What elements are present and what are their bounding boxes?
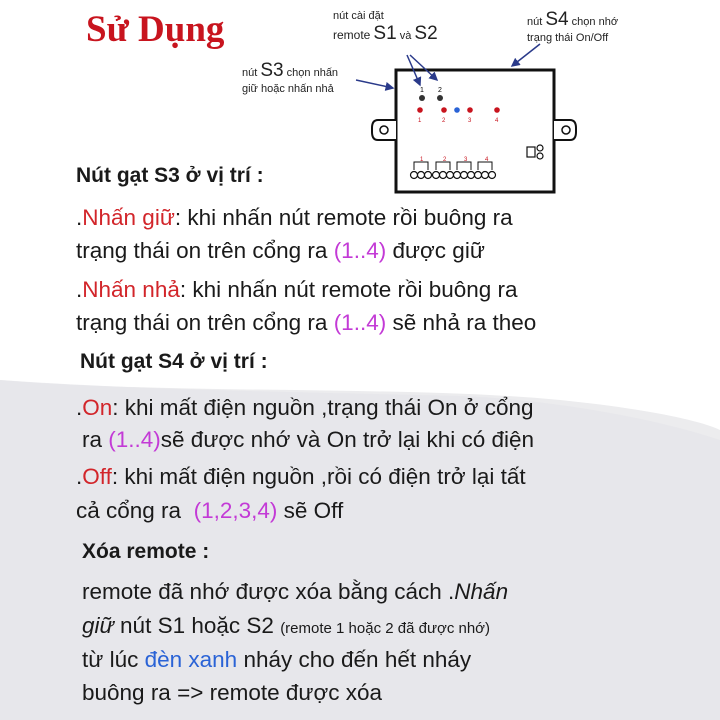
annotation-s4-prefix: nút: [527, 16, 543, 28]
annotation-s4-label: S4: [545, 9, 569, 30]
annotation-s1-label: S1: [373, 23, 397, 44]
led-label-1: 1: [418, 118, 422, 124]
annotation-s1-s2-line1: nút cài đặt: [333, 10, 384, 22]
on-text2a: ra: [82, 427, 103, 452]
off-text1: : khi mất điện nguồn ,rồi có điện trở lại tất: [111, 464, 526, 489]
led-label-4: 4: [495, 118, 499, 124]
off-range: (1,2,3,4): [193, 498, 278, 523]
output-label-3: 3: [464, 157, 468, 163]
clear-text3b: đèn xanh: [144, 647, 238, 672]
output-label-4: 4: [485, 157, 489, 163]
hold-range: (1..4): [333, 238, 387, 263]
off-text2b: sẽ Off: [283, 498, 344, 523]
page-title: Sử Dụng: [86, 9, 225, 50]
clear-line2: [82, 612, 490, 643]
button-label-1: 1: [420, 87, 424, 94]
on-term: On: [82, 395, 113, 420]
on-text1: : khi mất điện nguồn ,trạng thái On ở cổng: [112, 395, 534, 420]
hold-term: Nhấn giữ: [82, 205, 175, 230]
clear-text1a: remote đã nhớ được xóa bằng cách .: [82, 579, 455, 604]
annotation-s4-line2: trạng thái On/Off: [527, 32, 609, 44]
clear-line4: buông ra => remote được xóa: [82, 680, 382, 705]
on-line2: [82, 426, 534, 454]
annotation-s3-rest: chọn nhấn: [286, 67, 339, 79]
hold-text2b: được giữ: [392, 238, 485, 263]
hold-line2: [76, 237, 485, 265]
release-term: Nhấn nhả: [82, 277, 180, 302]
release-line1: .Nhấn nhả: khi nhấn nút remote rồi buông ra: [76, 277, 518, 302]
clear-text1b: Nhấn: [454, 579, 509, 604]
release-text2a: trạng thái on trên cổng ra: [76, 310, 328, 335]
on-range: (1..4): [108, 427, 161, 452]
hold-text1: : khi nhấn nút remote rồi buông ra: [174, 205, 513, 230]
release-text2b: sẽ nhả ra theo: [392, 310, 537, 335]
clear-text2b: nút S1 hoặc S2: [120, 613, 274, 638]
clear-line1: [82, 578, 508, 606]
release-text1: : khi nhấn nút remote rồi buông ra: [179, 277, 518, 302]
annotation-s3-label: S3: [260, 60, 284, 81]
off-term: Off: [82, 464, 112, 489]
hold-text2a: trạng thái on trên cổng ra: [76, 238, 328, 263]
clear-text2a: giữ: [82, 613, 114, 638]
clear-heading: Xóa remote :: [82, 540, 210, 563]
off-line2: [76, 497, 343, 525]
clear-text3a: từ lúc: [82, 647, 139, 672]
output-label-2: 2: [443, 157, 447, 163]
annotation-s4-rest: chọn nhớ: [571, 16, 619, 28]
annotation-arrows: [0, 0, 720, 200]
annotation-s2-label: S2: [414, 23, 438, 44]
annotation-s3-prefix: nút: [242, 67, 258, 79]
led-label-3: 3: [468, 118, 472, 124]
on-line1: .On: khi mất điện nguồn ,trạng thái On ở cổng: [76, 395, 534, 420]
release-range: (1..4): [333, 310, 387, 335]
output-label-1: 1: [420, 157, 424, 163]
s4-heading: Nút gạt S4 ở vị trí :: [80, 350, 268, 373]
release-line2: [76, 309, 536, 337]
led-label-2: 2: [442, 118, 446, 124]
clear-text2c: (remote 1 hoặc 2 đã được nhớ): [280, 620, 491, 637]
annotation-s1-s2-prefix: remote: [333, 28, 371, 42]
hold-line1: .Nhấn giữ: khi nhấn nút remote rồi buông ra: [76, 205, 513, 230]
annotation-and: và: [399, 30, 412, 42]
clear-line3: [82, 646, 471, 674]
off-text2a: cả cổng ra: [76, 498, 182, 523]
button-label-2: 2: [438, 87, 442, 94]
off-line1: .Off: khi mất điện nguồn ,rồi có điện trở lại tất: [76, 464, 526, 489]
s3-heading: Nút gạt S3 ở vị trí :: [76, 164, 264, 187]
annotation-s3-line2: giữ hoặc nhấn nhả: [242, 83, 334, 95]
on-text2b: sẽ được nhớ và On trở lại khi có điện: [160, 427, 535, 452]
clear-text3c: nháy cho đến hết nháy: [243, 647, 472, 672]
